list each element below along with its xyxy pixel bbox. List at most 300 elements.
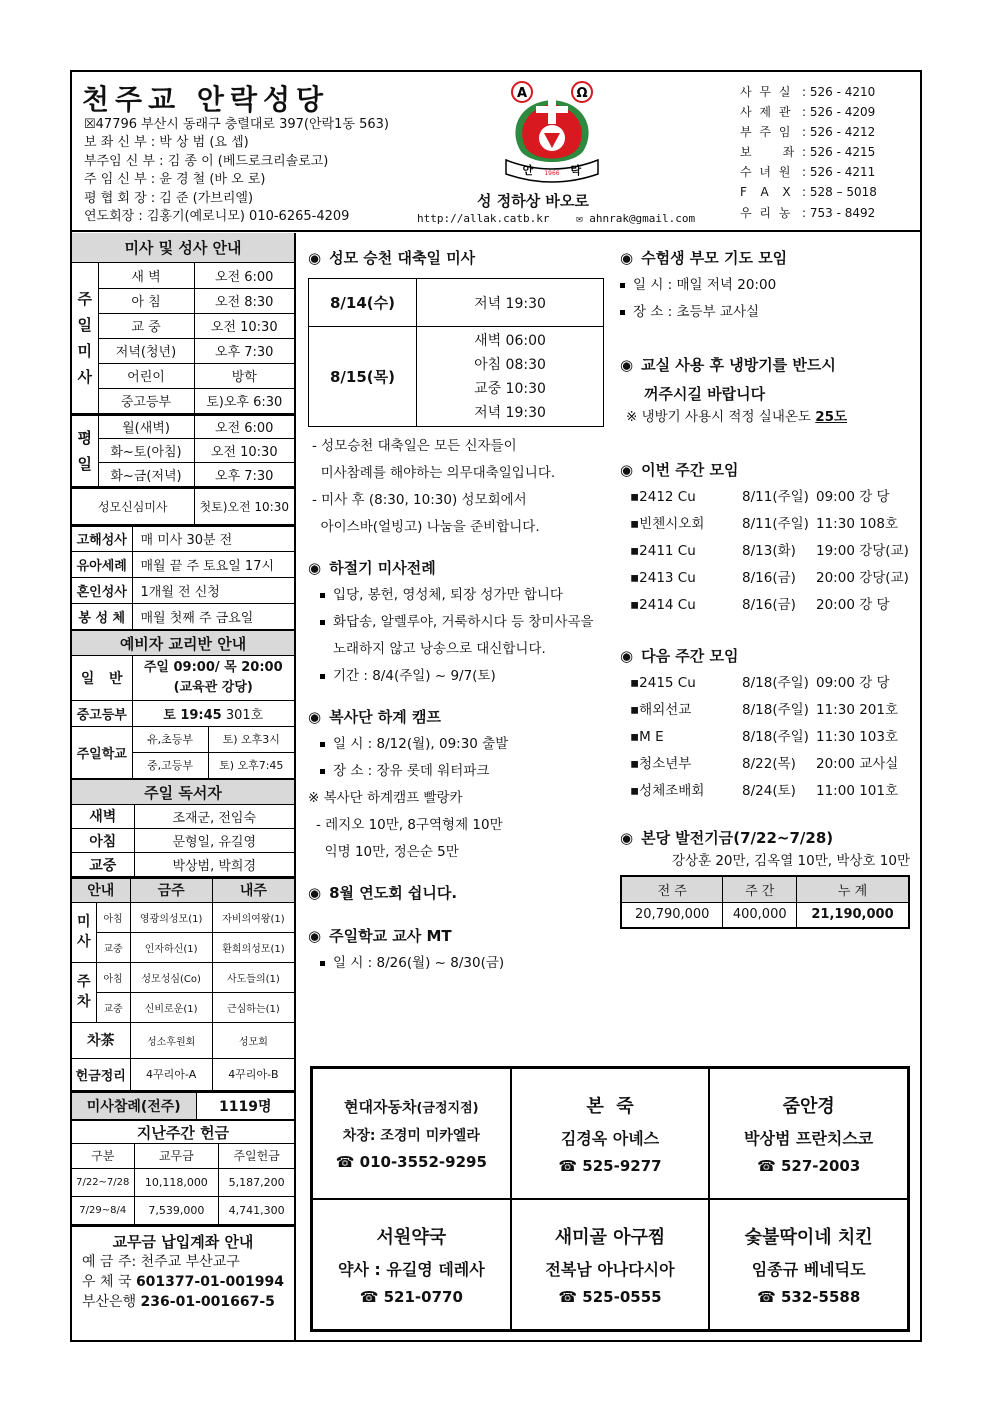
meeting-name: ▪성체조배회 xyxy=(630,783,705,799)
attendance-label: 미사참례(전주) xyxy=(72,1092,196,1120)
account-heading: 교무금 납입계좌 안내 xyxy=(112,1232,254,1251)
duty-this: 영광의성모(1) xyxy=(130,902,212,932)
offering-head: 구분 xyxy=(72,1144,134,1168)
sacrament-value: 1개월 전 신청 xyxy=(132,578,294,604)
offering-count-label: 헌금정리 xyxy=(72,1058,130,1090)
email-icon: ✉ xyxy=(575,212,583,225)
list-item xyxy=(320,731,613,758)
mass-time: 오전 6:00 xyxy=(194,415,294,439)
offering-dues: 10,118,000 xyxy=(134,1168,219,1196)
meeting-row xyxy=(630,697,920,724)
sunday-mass-label: 주 일 미 사 xyxy=(72,263,98,413)
bullet-square-icon xyxy=(320,769,325,774)
phone-row xyxy=(740,82,877,102)
logo-year: 1966 xyxy=(544,170,560,177)
bullet-square-icon xyxy=(620,283,625,288)
phone-label: 보 좌 xyxy=(740,145,797,160)
fund-table xyxy=(620,875,910,929)
ad-name-sub: (금정지점) xyxy=(416,1101,479,1116)
bullet-target-icon: ◉ xyxy=(620,248,634,267)
yeondo-title: 8월 연도회 쉽니다. xyxy=(329,884,458,902)
offering-head: 주일헌금 xyxy=(219,1144,294,1168)
phone-label: 부 주 임 xyxy=(740,125,793,140)
fund-head: 누 계 xyxy=(797,876,909,902)
bullet-target-icon: ◉ xyxy=(308,558,322,577)
phone-label: 수 녀 원 xyxy=(740,165,793,180)
offering-sunday: 4,741,300 xyxy=(219,1196,294,1224)
altar-list xyxy=(308,731,613,866)
mass-name: 월(새벽) xyxy=(98,415,194,439)
catechism-youth-room: 301호 xyxy=(221,707,264,723)
list-item-text: 일 시 : 8/26(월) ~ 8/30(금) xyxy=(333,955,505,971)
phone-label: 사 무 실 xyxy=(740,85,793,99)
account-row xyxy=(82,1292,294,1312)
altar-donor-line: 익명 10만, 정은순 5만 xyxy=(316,844,459,860)
duty-this: 성모성심(Co) xyxy=(130,962,212,992)
ad-box xyxy=(709,1068,908,1199)
heart-mass-time: 첫토)오전 10:30 xyxy=(194,488,294,524)
reader-names: 조재군, 전임숙 xyxy=(134,805,294,829)
ad-phone: ☎ 525-0555 xyxy=(558,1288,662,1306)
next-week-section-title xyxy=(620,645,920,666)
summer-section-title xyxy=(308,557,613,578)
ad-phone: ☎ 010-3552-9295 xyxy=(335,1153,487,1171)
meeting-name-text: M E xyxy=(639,729,664,745)
sacrament-value: 매월 첫째 주 금요일 xyxy=(132,604,294,630)
email-link[interactable]: ahnrak@gmail.com xyxy=(589,212,696,225)
phone-row xyxy=(740,162,877,182)
offering-dues: 7,539,000 xyxy=(134,1196,219,1224)
summer-title: 하절기 미사전례 xyxy=(329,559,436,577)
ad-box xyxy=(511,1199,710,1330)
phone-row xyxy=(740,102,877,122)
feast-time: 저녁 19:30 xyxy=(417,279,604,327)
sacrament-table xyxy=(72,525,294,631)
bullet-square-icon xyxy=(320,674,325,679)
mass-time: 오전 8:30 xyxy=(194,288,294,313)
list-item-text: 일 시 : 8/12(월), 09:30 출발 xyxy=(333,736,509,752)
catechism-table xyxy=(72,656,294,779)
ad-box xyxy=(312,1199,511,1330)
phone-label: F A X xyxy=(740,185,793,200)
mt-title: 주일학교 교사 MT xyxy=(329,927,452,945)
meeting-name-text: 2415 Cu xyxy=(639,675,696,691)
ad-name-text: 현대자동차 xyxy=(344,1098,417,1116)
exam-title: 수험생 부모 기도 모임 xyxy=(641,249,788,267)
meeting-row xyxy=(630,751,920,778)
meeting-time: 11:00 101호 xyxy=(816,783,899,799)
bullet-square-icon xyxy=(320,593,325,598)
meeting-row xyxy=(630,778,920,805)
ad-person: 약사 : 유길영 데레사 xyxy=(337,1260,485,1279)
parish-info xyxy=(84,116,389,226)
account-label: 예 금 주: xyxy=(82,1253,141,1270)
duty-this: 4꾸리아-A xyxy=(130,1058,212,1090)
list-item-text: 장 소 : 장유 롯데 워터파크 xyxy=(333,763,490,779)
mass-time: 토)오후 6:30 xyxy=(194,388,294,413)
duty-this: 인자하신(1) xyxy=(130,932,212,962)
bullet-target-icon: ◉ xyxy=(308,926,322,945)
fund-donors: 강상훈 20만, 김옥열 10만, 박상호 10만 xyxy=(671,853,910,869)
meeting-date: 8/18(주일) xyxy=(742,702,809,718)
duty-table xyxy=(72,877,294,1091)
ad-name: 줌안경 xyxy=(782,1096,835,1117)
mass-time: 오후 7:30 xyxy=(194,463,294,487)
duty-slot: 아침 xyxy=(96,902,130,932)
readers-table xyxy=(72,805,294,878)
catechism-youth-time: 토 19:45 xyxy=(163,707,222,723)
assumption-section-title xyxy=(308,247,613,268)
sacrament-value: 매월 끝 주 토요일 17시 xyxy=(132,552,294,578)
meeting-name: ▪2415 Cu xyxy=(630,675,696,691)
phone-label: 우 리 농 xyxy=(740,205,793,220)
parish-title: 천주교 안락성당 xyxy=(82,83,330,116)
ac-title-line1: 교실 사용 후 냉방기를 반드시 xyxy=(641,356,836,374)
council-line: 평 협 회 장 : 김 준 (가브리엘) xyxy=(84,190,254,206)
mass-time: 오전 6:00 xyxy=(194,263,294,288)
ad-phone: ☎ 521-0770 xyxy=(359,1288,463,1306)
bullet-target-icon: ◉ xyxy=(308,883,322,902)
fund-total: 21,190,000 xyxy=(797,902,909,928)
offering-table xyxy=(72,1144,294,1225)
priest-line: 보 좌 신 부 : 박 상 범 (요 셉) xyxy=(84,135,249,151)
catechism-general-value xyxy=(132,656,294,700)
parish-logo xyxy=(500,78,604,186)
ac-note xyxy=(626,404,920,431)
school-time: 토) 오후3시 xyxy=(208,726,294,752)
reader-names: 박상범, 박희경 xyxy=(134,853,294,877)
bullet-square-icon xyxy=(320,961,325,966)
meeting-time: 20:00 교사실 xyxy=(816,756,899,772)
ad-person: 김경옥 아녜스 xyxy=(560,1129,660,1148)
list-item xyxy=(320,758,613,785)
meeting-time: 20:00 강 당 xyxy=(816,597,890,613)
meeting-name: ▪청소년부 xyxy=(630,756,692,772)
meeting-name-text: 청소년부 xyxy=(639,756,692,772)
meeting-time: 20:00 강당(교) xyxy=(816,570,909,586)
duty-head: 내주 xyxy=(212,878,294,902)
account-value: 천주교 부산교구 xyxy=(140,1253,240,1270)
meeting-name-text: 2411 Cu xyxy=(639,543,696,559)
ad-person: 전복남 아나다시아 xyxy=(545,1260,675,1279)
ad-phone: ☎ 525-9277 xyxy=(558,1157,662,1175)
list-item xyxy=(320,950,613,977)
meeting-row xyxy=(630,592,920,619)
ad-box xyxy=(312,1068,511,1199)
meeting-name: ▪2411 Cu xyxy=(630,543,696,559)
duty-next: 근심하는(1) xyxy=(212,992,294,1022)
catechism-general-label: 일 반 xyxy=(72,656,132,700)
account-label: 부산은행 xyxy=(82,1293,141,1310)
sacrament-name: 유아세례 xyxy=(72,552,132,578)
phone-number: : 526 - 4215 xyxy=(802,145,876,160)
catechism-general-time: 주일 09:00/ 목 20:00 xyxy=(143,659,283,675)
attendance-table xyxy=(72,1091,294,1121)
exam-list xyxy=(620,272,920,326)
duty-next: 사도들의(1) xyxy=(212,962,294,992)
phone-number: : 526 - 4211 xyxy=(802,165,876,180)
duty-this: 신비로운(1) xyxy=(130,992,212,1022)
account-row xyxy=(82,1252,294,1272)
meeting-time: 11:30 201호 xyxy=(816,702,899,718)
feast-date: 8/15(목) xyxy=(309,327,417,427)
right-column xyxy=(620,247,920,929)
fund-value: 20,790,000 xyxy=(621,902,723,928)
meeting-date: 8/13(화) xyxy=(742,543,796,559)
meeting-date: 8/18(주일) xyxy=(742,729,809,745)
ac-section-title xyxy=(620,354,920,375)
ad-person: 차장: 조경미 미카엘라 xyxy=(342,1128,480,1144)
altar-title: 복사단 하계 캠프 xyxy=(329,708,441,726)
fund-value: 400,000 xyxy=(723,902,797,928)
meeting-time: 19:00 강당(교) xyxy=(816,543,909,559)
weekday-mass-table xyxy=(72,414,294,488)
logo-rak: 락 xyxy=(570,164,582,177)
phone-number: : 526 - 4210 xyxy=(802,85,876,99)
mass-name: 새 벽 xyxy=(98,263,194,288)
heart-mass-name: 성모신심미사 xyxy=(72,488,194,524)
weekday-mass-label: 평 일 xyxy=(72,415,98,487)
bullet-target-icon: ◉ xyxy=(308,707,322,726)
list-item-continued: 노래하지 않고 낭송으로 대신합니다. xyxy=(333,641,546,657)
duty-mass-label: 미 사 xyxy=(72,902,96,962)
attendance-value: 1119명 xyxy=(196,1092,294,1120)
list-item xyxy=(320,609,613,636)
meeting-name: ▪2413 Cu xyxy=(630,570,696,586)
meeting-date: 8/11(주일) xyxy=(742,489,809,505)
ad-name: 본 죽 xyxy=(586,1096,634,1117)
reader-slot: 아침 xyxy=(72,829,134,853)
ac-title-line2: 꺼주시길 바랍니다 xyxy=(644,385,766,403)
account-box xyxy=(72,1225,294,1312)
meeting-date: 8/16(금) xyxy=(742,597,796,613)
meeting-name-text: 해외선교 xyxy=(639,702,692,718)
bullet-square-icon xyxy=(320,742,325,747)
list-item-text: 장 소 : 초등부 교사실 xyxy=(633,304,760,320)
duty-slot: 아침 xyxy=(96,962,130,992)
sacrament-name: 봉 성 체 xyxy=(72,604,132,630)
feast-time: 교중 10:30 xyxy=(474,380,546,397)
bulletin-header xyxy=(72,72,920,232)
next-week-list xyxy=(620,670,920,805)
ad-person: 임종규 베네딕도 xyxy=(751,1260,866,1279)
mt-section-title xyxy=(308,925,613,946)
meeting-name: ▪2412 Cu xyxy=(630,489,696,505)
meeting-name-text: 2414 Cu xyxy=(639,597,696,613)
yeondo-section-title xyxy=(308,882,613,903)
reader-slot: 새벽 xyxy=(72,805,134,829)
bullet-target-icon: ◉ xyxy=(620,355,634,374)
bullet-target-icon: ◉ xyxy=(620,828,634,847)
assumption-notes xyxy=(312,433,613,541)
mass-name: 화~금(저녁) xyxy=(98,463,194,487)
logo-omega: Ω xyxy=(576,86,588,101)
meeting-name-text: 2413 Cu xyxy=(639,570,696,586)
fund-section-title xyxy=(620,827,920,848)
list-item xyxy=(620,272,920,299)
ad-box xyxy=(511,1068,710,1199)
phone-number: : 528 – 5018 xyxy=(802,185,877,200)
logo-alpha: Α xyxy=(516,86,528,101)
phone-label: 사 제 관 xyxy=(740,105,793,120)
meeting-date: 8/18(주일) xyxy=(742,675,809,691)
website-link[interactable]: http://allak.catb.kr xyxy=(417,212,550,225)
heart-mass-table xyxy=(72,487,294,525)
duty-next: 환희의성모(1) xyxy=(212,932,294,962)
meeting-row xyxy=(630,484,920,511)
list-item-text: 화답송, 알렐루야, 거룩하시다 등 창미사곡을 xyxy=(333,614,594,630)
offering-sunday: 5,187,200 xyxy=(219,1168,294,1196)
duty-head: 안내 xyxy=(72,878,130,902)
sacrament-value: 매 미사 30분 전 xyxy=(132,526,294,552)
duty-head: 금주 xyxy=(130,878,212,902)
catechism-youth-value xyxy=(132,700,294,726)
tea-label: 차茶 xyxy=(72,1022,130,1058)
list-item-text: 입당, 봉헌, 영성체, 퇴장 성가만 합니다 xyxy=(333,587,563,603)
bullet-target-icon: ◉ xyxy=(620,460,634,479)
phone-row xyxy=(740,203,877,223)
bullet-square-icon xyxy=(320,620,325,625)
list-item xyxy=(620,299,920,326)
catechism-youth-label: 중고등부 xyxy=(72,700,132,726)
assumption-mass-table xyxy=(308,278,604,427)
mass-time: 오후 7:30 xyxy=(194,338,294,363)
reader-names: 문형일, 유길영 xyxy=(134,829,294,853)
mt-list xyxy=(308,950,613,977)
phone-number: : 526 - 4212 xyxy=(802,125,876,140)
offering-period: 7/22~7/28 xyxy=(72,1168,134,1196)
reader-slot: 교중 xyxy=(72,853,134,877)
assumption-title: 성모 승천 대축일 미사 xyxy=(329,249,476,267)
feast-date: 8/14(수) xyxy=(309,279,417,327)
note-line: 미사참례를 해야하는 의무대축일입니다. xyxy=(312,465,556,481)
meeting-date: 8/22(목) xyxy=(742,756,796,772)
mass-time: 오전 10:30 xyxy=(194,313,294,338)
this-week-list xyxy=(620,484,920,619)
phone-directory xyxy=(740,82,877,223)
council-line: 연도회장 : 김홍기(예로니모) 010-6265-4209 xyxy=(84,209,350,225)
meeting-name: ▪빈첸시오회 xyxy=(630,516,705,532)
meeting-date: 8/11(주일) xyxy=(742,516,809,532)
ad-name: 새미골 아구찜 xyxy=(554,1227,666,1248)
priest-line: 부주임 신 부 : 김 종 이 (베드로크리솔로고) xyxy=(84,153,329,169)
summer-list xyxy=(308,582,613,690)
school-group: 중,고등부 xyxy=(132,752,208,778)
fund-head: 주 간 xyxy=(723,876,797,902)
feast-times xyxy=(417,327,604,427)
altar-note: ※ 복사단 하계캠프 빨랑카 xyxy=(308,790,463,806)
offering-heading: 지난주간 헌금 xyxy=(72,1120,294,1144)
note-line: 아이스바(얼빙고) 나눔을 준비합니다. xyxy=(312,519,540,535)
note-line: - 성모승천 대축일은 모든 신자들이 xyxy=(312,438,517,454)
readers-heading: 주일 독서자 xyxy=(72,779,294,805)
meeting-row xyxy=(630,511,920,538)
phone-number: : 753 - 8492 xyxy=(802,205,876,220)
mass-name: 저녁(청년) xyxy=(98,338,194,363)
duty-slot: 교중 xyxy=(96,932,130,962)
mass-heading: 미사 및 성사 안내 xyxy=(72,233,294,263)
altar-section-title xyxy=(308,706,613,727)
duty-next: 자비의여왕(1) xyxy=(212,902,294,932)
list-item xyxy=(320,663,613,690)
meeting-time: 11:30 103호 xyxy=(816,729,899,745)
mass-name: 화~토(아침) xyxy=(98,439,194,463)
bullet-target-icon: ◉ xyxy=(620,646,634,665)
meeting-time: 09:00 강 당 xyxy=(816,489,890,505)
ad-name: 서원약국 xyxy=(376,1227,447,1248)
web-contact xyxy=(417,212,695,225)
ad-person: 박상범 프란치스코 xyxy=(744,1129,874,1148)
next-week-title: 다음 주간 모임 xyxy=(641,647,739,665)
this-week-title: 이번 주간 모임 xyxy=(641,461,739,479)
meeting-name: ▪M E xyxy=(630,729,664,745)
meeting-date: 8/16(금) xyxy=(742,570,796,586)
ad-phone: ☎ 527-2003 xyxy=(757,1157,861,1175)
feast-time: 새벽 06:00 xyxy=(474,332,546,349)
meeting-row xyxy=(630,538,920,565)
offering-head: 교무금 xyxy=(134,1144,219,1168)
exam-section-title xyxy=(620,247,920,268)
bullet-target-icon: ◉ xyxy=(308,248,322,267)
phone-row xyxy=(740,122,877,142)
school-group: 유,초등부 xyxy=(132,726,208,752)
ac-note-text: ※ 냉방기 사용시 적정 실내온도 xyxy=(626,409,816,425)
account-row xyxy=(82,1272,294,1292)
fund-title: 본당 발전기금(7/22~7/28) xyxy=(641,829,834,847)
meeting-row xyxy=(630,724,920,751)
parish-address: ☒47796 부산시 동래구 충렬대로 397(안락1동 563) xyxy=(84,117,389,132)
phone-number: : 526 - 4209 xyxy=(802,105,876,120)
duty-this: 성소후원회 xyxy=(130,1022,212,1058)
logo-an: 안 xyxy=(522,164,534,177)
catechism-general-place: (교육관 강당) xyxy=(173,679,253,695)
meeting-row xyxy=(630,565,920,592)
meeting-time: 11:30 108호 xyxy=(816,516,899,532)
account-value: 601377-01-001994 xyxy=(135,1273,284,1290)
account-label: 우 체 국 xyxy=(82,1273,136,1290)
ad-name xyxy=(344,1096,479,1117)
left-sidebar xyxy=(72,233,296,1342)
phone-row xyxy=(740,182,877,202)
patron-saint: 성 정하상 바오로 xyxy=(477,192,589,210)
feast-time: 저녁 19:30 xyxy=(474,404,546,421)
priest-line: 주 임 신 부 : 윤 경 철 (바 오 로) xyxy=(84,172,266,188)
mass-name: 아 침 xyxy=(98,288,194,313)
phone-row xyxy=(740,142,877,162)
sacrament-name: 고해성사 xyxy=(72,526,132,552)
duty-next: 성모회 xyxy=(212,1022,294,1058)
sunday-school-label: 주일학교 xyxy=(72,726,132,778)
list-item-text: 기간 : 8/4(주일) ~ 9/7(토) xyxy=(333,668,496,684)
duty-parking-label: 주 차 xyxy=(72,962,96,1022)
altar-donor-line: - 레지오 10만, 8구역형제 10만 xyxy=(316,817,503,833)
bulletin-frame xyxy=(70,70,922,1342)
school-time: 토) 오후7:45 xyxy=(208,752,294,778)
meeting-name-text: 2412 Cu xyxy=(639,489,696,505)
ac-temp: 25도 xyxy=(815,409,848,425)
meeting-row xyxy=(630,670,920,697)
meeting-name-text: 빈첸시오회 xyxy=(639,516,705,532)
middle-column xyxy=(308,247,613,977)
meeting-name-text: 성체조배회 xyxy=(639,783,705,799)
mass-name: 중고등부 xyxy=(98,388,194,413)
meeting-date: 8/24(토) xyxy=(742,783,796,799)
bullet-square-icon xyxy=(620,310,625,315)
meeting-name: ▪해외선교 xyxy=(630,702,692,718)
ad-phone: ☎ 532-5588 xyxy=(757,1288,861,1306)
list-item-text: 일 시 : 매일 저녁 20:00 xyxy=(633,277,777,293)
ad-box xyxy=(709,1199,908,1330)
